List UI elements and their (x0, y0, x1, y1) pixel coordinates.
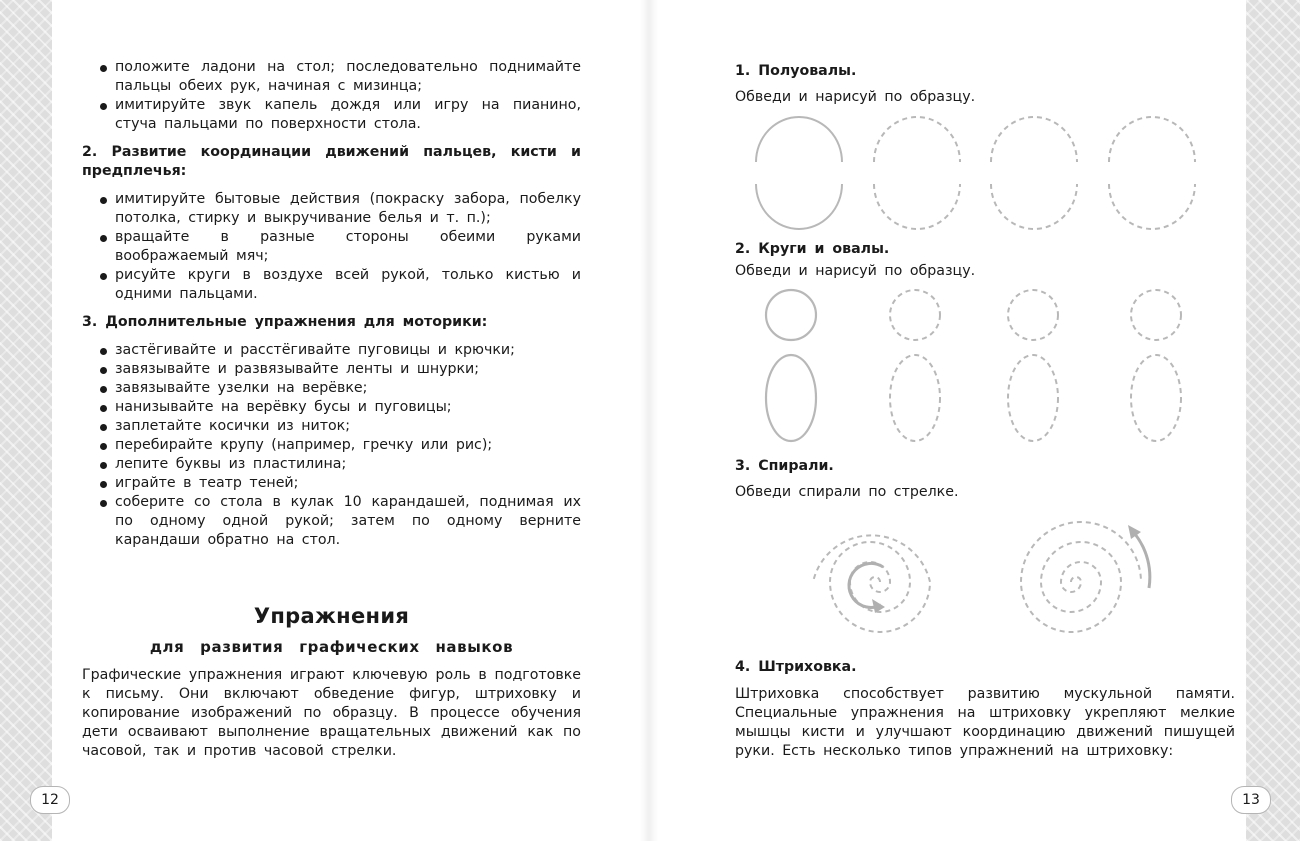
bullet-list-top (82, 58, 581, 134)
arrow-head-icon (872, 599, 885, 613)
oval-trace (1131, 355, 1181, 441)
list-item: рисуйте круги в воздухе всей рукой, только кистью и одними пальцами. (82, 266, 581, 304)
list-item: застёгивайте и расстёгивайте пуговицы и крючки; (82, 341, 581, 360)
right-decorative-margin (1246, 0, 1300, 841)
half-oval-trace-bottom (874, 184, 960, 229)
arrow-head-icon (1128, 525, 1141, 539)
list-item: лепите буквы из пластилина; (82, 455, 581, 474)
list-item: имитируйте бытовые действия (покраску забора, побелку потолка, стирку и выкручивание белья и т. п.); (82, 190, 581, 228)
exercise-1-instruction: Обведи и нарисуй по образцу. (735, 89, 976, 105)
circle-sample (766, 290, 816, 340)
list-item: имитируйте звук капель дождя или игру на пианино, стуча пальцами по поверхности стола. (82, 96, 581, 134)
half-oval-trace-top (991, 117, 1077, 162)
spiral-right (1021, 522, 1141, 632)
half-oval-sample-bottom (756, 184, 842, 229)
list-item: нанизывайте на верёвку бусы и пуговицы; (82, 398, 581, 417)
section-3-list (82, 341, 581, 550)
spirals-figure (735, 512, 1235, 652)
exercise-3-instruction: Обведи спирали по стрелке. (735, 484, 959, 500)
half-oval-trace-top (874, 117, 960, 162)
exercise-1-heading: 1. Полуовалы. (735, 63, 857, 79)
half-oval-trace-top (1109, 117, 1195, 162)
oval-trace (1008, 355, 1058, 441)
spiral-left (813, 535, 930, 632)
spiral-left-arrow (849, 563, 883, 607)
exercise-2-heading: 2. Круги и овалы. (735, 241, 890, 257)
section-subtitle: для развития графических навыков (149, 638, 514, 656)
page-number-right: 13 (1231, 786, 1271, 814)
half-ovals-figure (735, 110, 1235, 235)
section-title: Упражнения (253, 604, 410, 628)
section-2-heading: 2. Развитие координации движений пальцев, кисти и предплечья: (82, 144, 581, 179)
half-oval-trace-bottom (991, 184, 1077, 229)
circle-trace (1131, 290, 1181, 340)
circle-trace (1008, 290, 1058, 340)
half-oval-trace-bottom (1109, 184, 1195, 229)
list-item: вращайте в разные стороны обеими руками воображаемый мяч; (82, 228, 581, 266)
oval-sample (766, 355, 816, 441)
section-3-heading: 3. Дополнительные упражнения для моторики: (82, 314, 488, 330)
left-decorative-margin (0, 0, 52, 841)
exercise-3-heading: 3. Спирали. (735, 458, 834, 474)
exercise-4-paragraph: Штриховка способствует развитию мускульной памяти. Специальные упражнения на штриховку укрепляют мелкие мышцы кисти и улучшают координацию движений пишущей руки. Есть несколько типов упражнений на штриховку: (735, 686, 1235, 759)
circle-trace (890, 290, 940, 340)
half-oval-sample-top (756, 117, 842, 162)
list-item: завязывайте узелки на верёвке; (82, 379, 581, 398)
list-item: играйте в театр теней; (82, 474, 581, 493)
exercise-4-heading: 4. Штриховка. (735, 659, 857, 675)
list-item: перебирайте крупу (например, гречку или рис); (82, 436, 581, 455)
list-item: завязывайте и развязывайте ленты и шнурки; (82, 360, 581, 379)
oval-trace (890, 355, 940, 441)
intro-paragraph: Графические упражнения играют ключевую роль в подготовке к письму. Они включают обведение фигур, штриховку и копирование изображений по образцу. В процессе обучения дети осваивают выполнение вращательных движений как по часовой, так и против часовой стрелки. (82, 667, 581, 759)
circles-ovals-figure (735, 285, 1235, 445)
list-item: соберите со стола в кулак 10 карандашей, поднимая их по одному одной рукой; затем по одному верните карандаши обратно на стол. (82, 493, 581, 550)
exercise-2-instruction: Обведи и нарисуй по образцу. (735, 263, 976, 279)
book-spine (640, 0, 658, 841)
section-2-list (82, 190, 581, 304)
page-number-left: 12 (30, 786, 70, 814)
left-page-content (82, 58, 581, 550)
list-item: положите ладони на стол; последовательно поднимайте пальцы обеих рук, начиная с мизинца; (82, 58, 581, 96)
list-item: заплетайте косички из ниток; (82, 417, 581, 436)
